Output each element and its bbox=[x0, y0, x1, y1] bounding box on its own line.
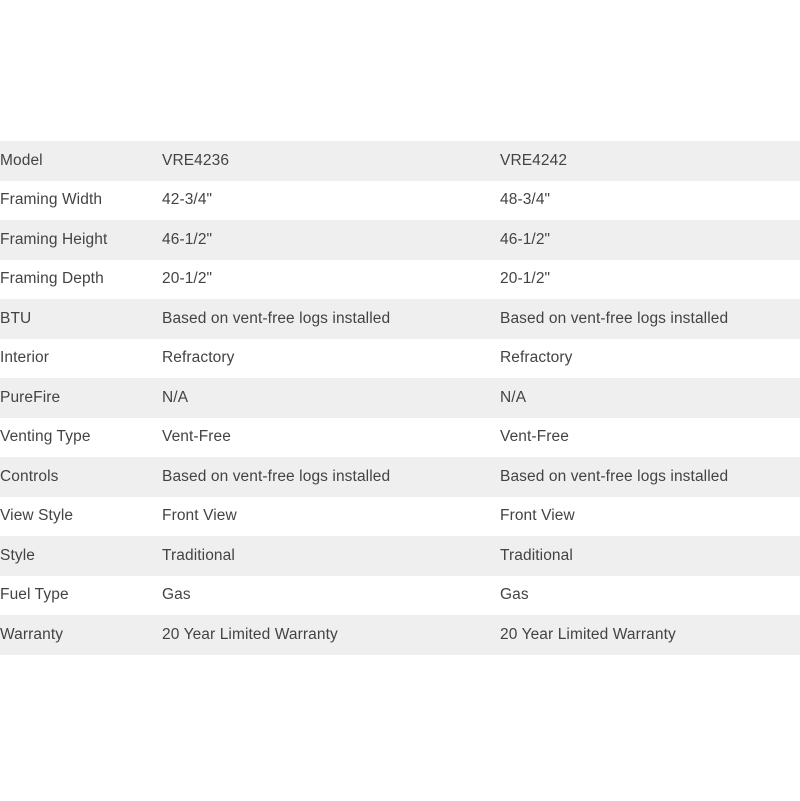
row-value-model-1: Gas bbox=[162, 576, 500, 616]
row-label: Style bbox=[0, 536, 162, 576]
row-label: Venting Type bbox=[0, 418, 162, 458]
row-value-model-1: Front View bbox=[162, 497, 500, 537]
row-label: Controls bbox=[0, 457, 162, 497]
row-value-model-2: Front View bbox=[500, 497, 800, 537]
row-label: View Style bbox=[0, 497, 162, 537]
table-row bbox=[0, 576, 800, 616]
table-row bbox=[0, 615, 800, 655]
row-value-model-1: Traditional bbox=[162, 536, 500, 576]
row-value-model-2: Based on vent-free logs installed bbox=[500, 457, 800, 497]
row-label: Interior bbox=[0, 339, 162, 379]
table-row bbox=[0, 141, 800, 181]
row-value-model-2: Vent-Free bbox=[500, 418, 800, 458]
row-label: Framing Depth bbox=[0, 260, 162, 300]
row-value-model-1: 46-1/2" bbox=[162, 220, 500, 260]
row-value-model-1: VRE4236 bbox=[162, 141, 500, 181]
specification-table-body bbox=[0, 141, 800, 655]
row-label: Model bbox=[0, 141, 162, 181]
row-value-model-2: 46-1/2" bbox=[500, 220, 800, 260]
row-value-model-1: Refractory bbox=[162, 339, 500, 379]
row-label: Framing Width bbox=[0, 181, 162, 221]
table-row bbox=[0, 378, 800, 418]
row-value-model-2: Refractory bbox=[500, 339, 800, 379]
row-value-model-1: Vent-Free bbox=[162, 418, 500, 458]
row-label: Warranty bbox=[0, 615, 162, 655]
table-row bbox=[0, 220, 800, 260]
table-row bbox=[0, 260, 800, 300]
table-row bbox=[0, 339, 800, 379]
specification-table bbox=[0, 141, 800, 655]
row-value-model-2: Gas bbox=[500, 576, 800, 616]
row-label: Framing Height bbox=[0, 220, 162, 260]
row-value-model-1: N/A bbox=[162, 378, 500, 418]
table-row bbox=[0, 536, 800, 576]
table-row bbox=[0, 181, 800, 221]
row-value-model-1: 20 Year Limited Warranty bbox=[162, 615, 500, 655]
row-label: Fuel Type bbox=[0, 576, 162, 616]
row-label: PureFire bbox=[0, 378, 162, 418]
row-value-model-2: 48-3/4" bbox=[500, 181, 800, 221]
row-value-model-1: Based on vent-free logs installed bbox=[162, 457, 500, 497]
row-value-model-1: 42-3/4" bbox=[162, 181, 500, 221]
row-value-model-2: 20 Year Limited Warranty bbox=[500, 615, 800, 655]
specification-table-container bbox=[0, 141, 800, 655]
row-value-model-2: VRE4242 bbox=[500, 141, 800, 181]
table-row bbox=[0, 497, 800, 537]
row-value-model-1: Based on vent-free logs installed bbox=[162, 299, 500, 339]
row-value-model-2: N/A bbox=[500, 378, 800, 418]
row-label: BTU bbox=[0, 299, 162, 339]
table-row bbox=[0, 457, 800, 497]
table-row bbox=[0, 418, 800, 458]
row-value-model-2: Traditional bbox=[500, 536, 800, 576]
table-row bbox=[0, 299, 800, 339]
row-value-model-2: Based on vent-free logs installed bbox=[500, 299, 800, 339]
row-value-model-1: 20-1/2" bbox=[162, 260, 500, 300]
row-value-model-2: 20-1/2" bbox=[500, 260, 800, 300]
